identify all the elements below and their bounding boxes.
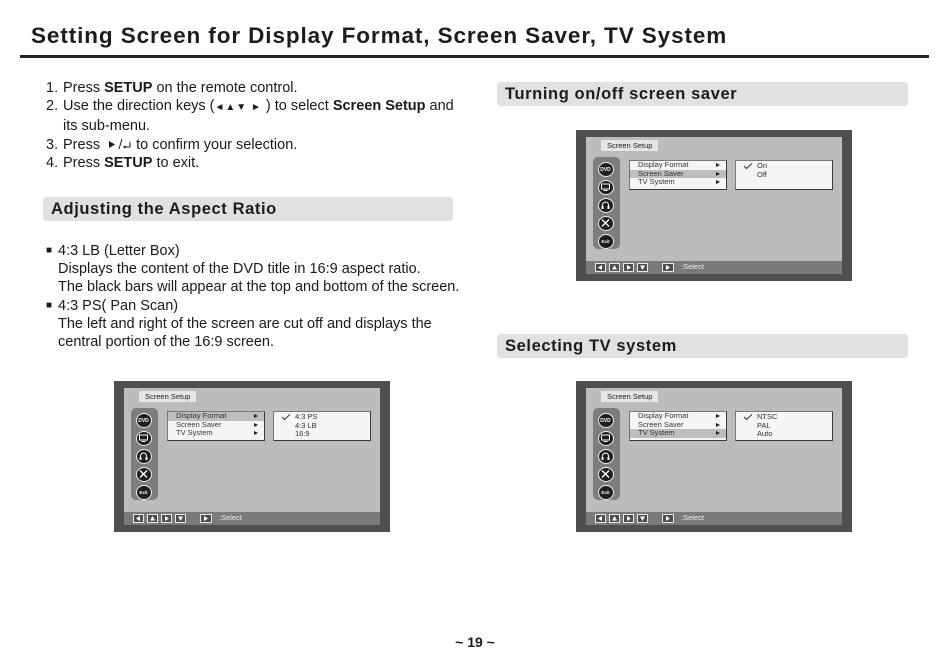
left-key-icon [595,514,606,523]
osd-tab-screen-setup: Screen Setup [601,140,658,151]
bullet-icon: ■ [46,299,53,311]
osd-option-label: PAL [757,420,771,430]
up-key-icon [609,514,620,523]
step-4 [46,154,476,172]
osd-options [735,411,833,441]
list-item-description: The black bars will appear at the top and bottom of the screen. [58,279,460,296]
menu-item-display-format[interactable]: Display Format [630,161,726,170]
tools-icon [598,216,614,231]
section-heading-screen-saver: Turning on/off screen saver [497,82,908,106]
osd-option-label: On [757,161,768,170]
dvd-icon [136,413,152,428]
osd-option-label: 16:9 [295,429,310,438]
page-title: Setting Screen for Display Format, Screen Saver, TV System [31,23,728,48]
step-1 [46,79,476,97]
svg-text:DVD: DVD [600,167,611,173]
step-text: Press to confirm your selection. [63,136,298,153]
select-hint: :Select [681,262,704,271]
play-enter-icon [104,137,132,149]
section-heading-tv-system: Selecting TV system [497,334,908,358]
display-icon [598,431,614,446]
step-number: 4. [46,154,59,171]
step-text: Press SETUP on the remote control. [63,80,298,96]
page-number: ~ 19 ~ [455,634,495,650]
osd-screen-tv-system [576,381,852,532]
right-key-icon [623,263,634,272]
menu-item-tv-system[interactable]: TV System [630,429,726,438]
up-key-icon [147,514,158,523]
osd-option-label: 4:3 LB [295,420,317,430]
osd-icon-column [131,408,158,500]
step-text: Press SETUP to exit. [63,154,200,171]
osd-tab-screen-setup: Screen Setup [139,391,196,402]
menu-item-tv-system[interactable]: TV System [168,429,264,438]
audio-icon [136,449,152,464]
exit-icon [598,485,614,500]
arrow-right-icon [716,423,720,427]
osd-options [273,411,371,441]
step-2 [46,97,476,117]
down-key-icon [637,263,648,272]
osd-option-label: NTSC [757,412,778,421]
audio-icon [598,198,614,213]
right-key-icon [161,514,172,523]
section-heading-aspect-ratio: Adjusting the Aspect Ratio [43,197,453,221]
osd-icon-column [593,408,620,500]
menu-item-display-format[interactable]: Display Format [168,412,264,421]
arrow-right-icon [716,180,720,184]
right-key-icon [623,514,634,523]
select-hint: :Select [681,513,704,522]
display-icon [136,431,152,446]
svg-text:DVD: DVD [138,418,149,424]
arrow-right-icon [254,414,258,418]
menu-item-screen-saver[interactable]: Screen Saver [630,170,726,179]
left-key-icon [595,263,606,272]
menu-item-screen-saver[interactable]: Screen Saver [168,421,264,430]
step-text: Use the direction keys (◄▲▼ ► ) to select Screen Setup and [63,98,454,115]
osd-menu [629,411,727,441]
exit-icon-text: Exit [139,490,148,495]
step-number: 1. [46,80,59,96]
menu-item-screen-saver[interactable]: Screen Saver [630,421,726,430]
exit-icon-text: Exit [601,239,610,244]
exit-icon [136,485,152,500]
display-icon [598,180,614,195]
step-text: its sub-menu. [63,118,151,135]
list-item-title: 4:3 PS( Pan Scan) [58,297,179,314]
osd-screen-screen-saver [576,130,852,281]
down-key-icon [637,514,648,523]
dvd-icon [598,413,614,428]
arrow-right-icon [716,414,720,418]
osd-bottom-bar [124,512,380,525]
list-item [46,297,459,315]
osd-option-label: Off [757,169,767,179]
menu-item-tv-system[interactable]: TV System [630,178,726,187]
osd-option[interactable] [274,422,370,431]
osd-option-label: Auto [757,429,773,438]
audio-icon [598,449,614,464]
menu-item-display-format[interactable]: Display Format [630,412,726,421]
down-key-icon [175,514,186,523]
osd-bottom-bar [586,512,842,525]
osd-menu [167,411,265,441]
dvd-icon [598,162,614,177]
exit-icon [598,234,614,249]
list-item [46,242,459,260]
osd-option[interactable] [274,413,370,422]
osd-icon-column [593,157,620,249]
arrow-right-icon [254,423,258,427]
step-number: 3. [46,136,59,153]
osd-panel [586,388,842,512]
osd-options [735,160,833,190]
arrow-right-icon [716,431,720,435]
arrow-right-icon [254,431,258,435]
osd-option[interactable] [736,430,832,439]
osd-option[interactable] [274,430,370,439]
osd-panel [124,388,380,512]
play-key-icon [200,514,212,523]
list-item-description: Displays the content of the DVD title in 16:9 aspect ratio. [58,261,421,278]
svg-text:DVD: DVD [600,418,611,424]
step-3 [46,136,476,154]
list-item-title: 4:3 LB (Letter Box) [58,243,180,259]
aspect-ratio-list [46,242,459,351]
bullet-icon: ■ [46,245,53,256]
play-key-icon [662,514,674,523]
osd-option[interactable] [736,413,832,422]
osd-option[interactable] [736,171,832,180]
step-number: 2. [46,98,59,115]
direction-keys-icon: ◄▲▼ ► [214,102,262,114]
list-item-description: The left and right of the screen are cut off and displays the [58,315,432,332]
osd-option[interactable] [736,422,832,431]
osd-panel [586,137,842,261]
step-2-continued [46,117,476,135]
osd-option[interactable] [736,162,832,171]
osd-bottom-bar [586,261,842,274]
arrow-right-icon [716,172,720,176]
osd-screen-display-format [114,381,390,532]
select-hint: :Select [219,513,242,522]
title-rule [20,55,929,58]
arrow-right-icon [716,163,720,167]
exit-icon-text: Exit [601,490,610,495]
up-key-icon [609,263,620,272]
osd-tab-screen-setup: Screen Setup [601,391,658,402]
steps-list [46,79,476,172]
play-key-icon [662,263,674,272]
osd-option-label: 4:3 PS [295,412,318,421]
osd-menu [629,160,727,190]
tools-icon [136,467,152,482]
list-item-description: central portion of the 16:9 screen. [58,334,275,351]
tools-icon [598,467,614,482]
left-key-icon [133,514,144,523]
